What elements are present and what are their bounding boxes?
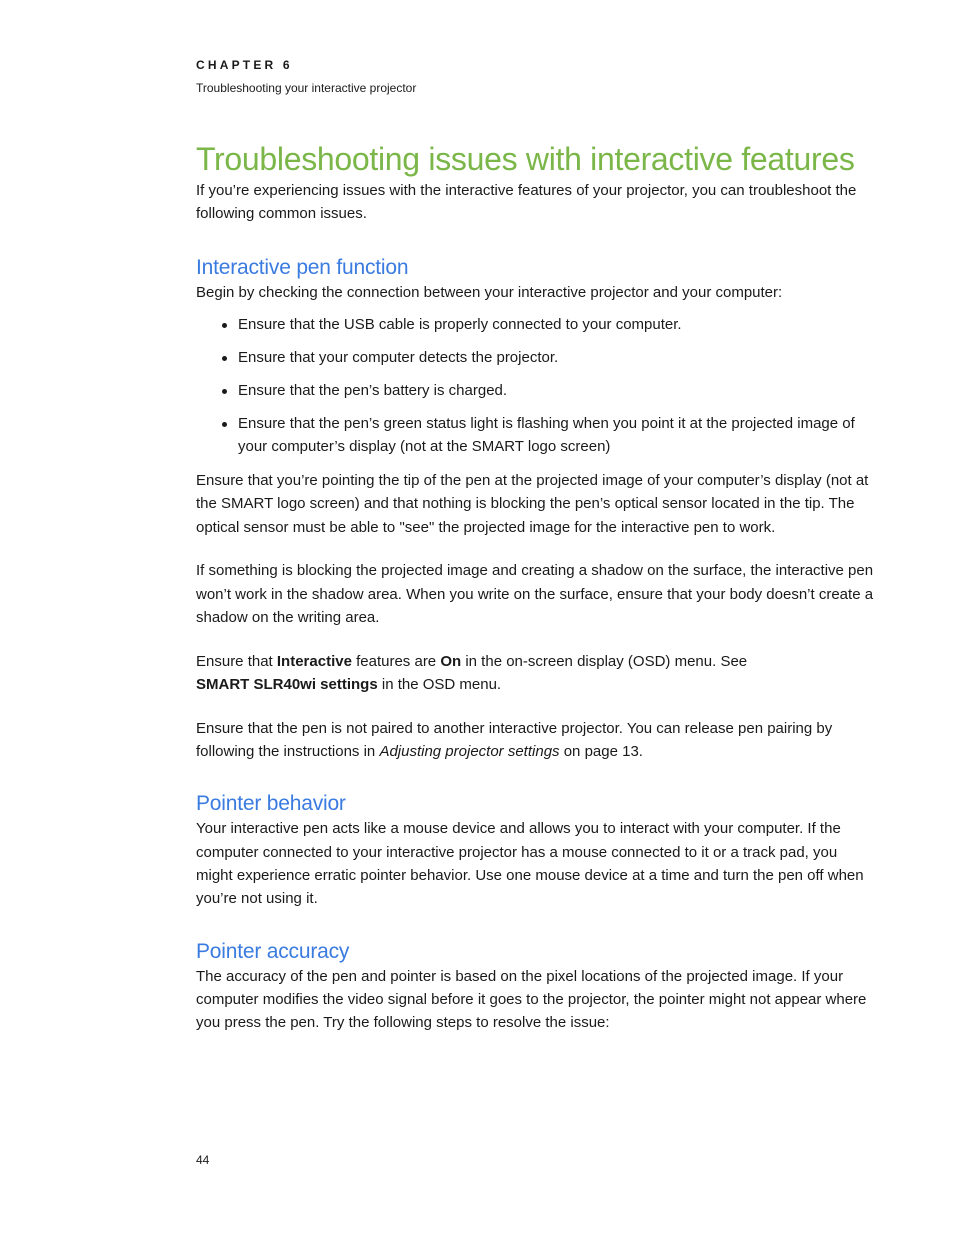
bold-term-settings: SMART SLR40wi settings — [196, 676, 378, 694]
section-body: The accuracy of the pen and pointer is based on the pixel locations of the projected image. If your computer modifies the video signal before it goes to the projector, the pointer might not appear where you press the pen. Try the following steps to resolve the issue: — [196, 967, 867, 1032]
bullet-icon — [222, 422, 227, 427]
section-heading: Pointer accuracy — [196, 939, 350, 963]
section-pointer-accuracy — [196, 939, 876, 1035]
paragraph-shadow: If something is blocking the projected image and creating a shadow on the surface, the interactive pen won’t work in the shadow area. When you write on the surface, ensure that your body doesn’t create a shadow on the writing area. — [196, 562, 874, 626]
paragraph-pairing — [196, 717, 876, 764]
text-run: Ensure that — [196, 652, 277, 670]
list-item — [196, 412, 876, 459]
text-run: in the on-screen display (OSD) menu. See — [461, 652, 748, 670]
text-run: features are — [351, 652, 441, 670]
page-number: 44 — [196, 1153, 210, 1167]
paragraph-osd — [196, 650, 876, 697]
checklist — [196, 313, 876, 459]
bullet-icon — [222, 356, 227, 361]
section-interactive-pen-function — [196, 255, 876, 764]
page-title: Troubleshooting issues with interactive features — [196, 141, 855, 177]
list-item — [196, 379, 876, 402]
list-item-text: Ensure that the pen’s green status light is flashing when you point it at the projected image of your computer’s display (not at the SMART logo screen) — [238, 414, 855, 456]
chapter-label: CHAPTER 6 — [196, 58, 293, 72]
bullet-icon — [222, 389, 227, 394]
bold-term-on: On — [440, 652, 462, 670]
intro-paragraph: If you’re experiencing issues with the interactive features of your projector, you can troubleshoot the following common issues. — [196, 182, 857, 223]
section-pointer-behavior — [196, 791, 876, 910]
main-content — [196, 139, 876, 1034]
cross-reference-link[interactable]: Adjusting projector settings — [379, 743, 560, 761]
chapter-title: Troubleshooting your interactive projector — [196, 81, 417, 95]
list-item-text: Ensure that your computer detects the projector. — [238, 348, 559, 366]
bullet-icon — [222, 323, 227, 328]
section-heading: Pointer behavior — [196, 792, 346, 816]
list-item-text: Ensure that the pen’s battery is charged. — [238, 381, 508, 399]
text-run: on page 13. — [559, 743, 643, 761]
section-body: Your interactive pen acts like a mouse device and allows you to interact with your computer. If the computer connected to your interactive projector has a mouse connected to it or a track pad, you might experience erratic pointer behavior. Use one mouse device at a time and turn the pen off when you’re not using it. — [196, 820, 864, 908]
list-item — [196, 313, 876, 336]
section-lead: Begin by checking the connection between your interactive projector and your computer: — [196, 283, 783, 301]
section-heading: Interactive pen function — [196, 255, 409, 279]
paragraph-pointing: Ensure that you’re pointing the tip of the pen at the projected image of your computer’s display (not at the SMART logo screen) and that nothing is blocking the pen’s optical sensor located in the tip. The optical sensor must be able to "see" the projected image for the interactive pen to work. — [196, 471, 869, 536]
list-item-text: Ensure that the USB cable is properly connected to your computer. — [238, 315, 682, 333]
text-run: Ensure that the pen is not paired to another interactive projector. You can release pen pairing by following the instructions in — [196, 719, 833, 761]
text-run: in the OSD menu. — [377, 676, 502, 694]
bold-term-interactive: Interactive — [276, 652, 352, 670]
list-item — [196, 346, 876, 369]
